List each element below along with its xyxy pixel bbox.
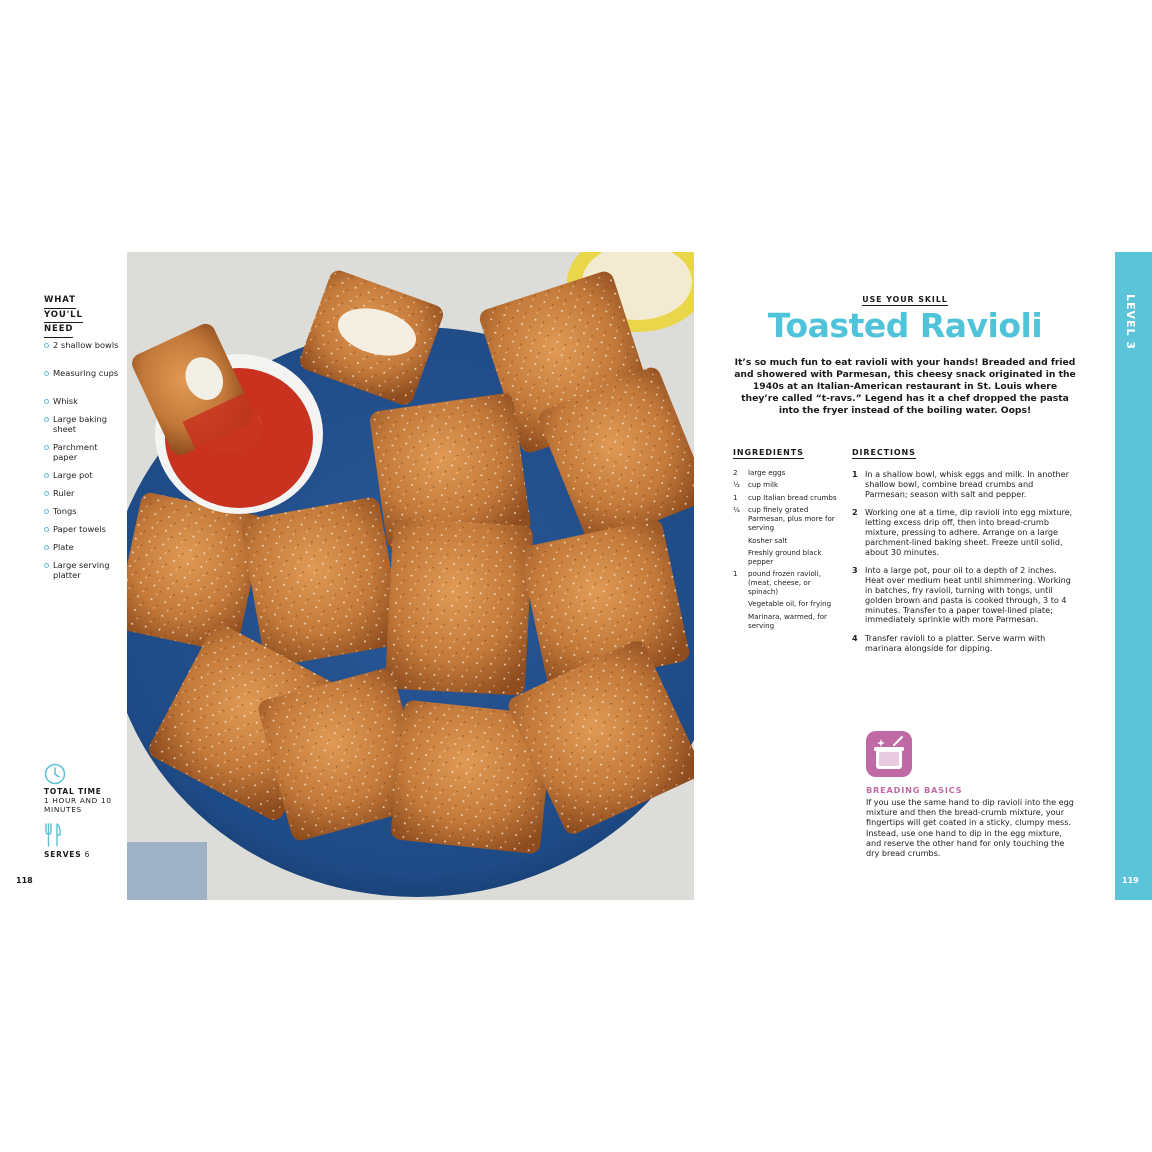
fork-knife-icon bbox=[44, 823, 62, 847]
list-item: Parchment paper bbox=[44, 442, 124, 470]
ingredients-list bbox=[733, 469, 838, 634]
need-heading-line: NEED bbox=[44, 323, 73, 338]
tip-text: If you use the same hand to dip ravioli into the egg mixture and then the bread-crumb mixture, your fingertips will get coated in a sticky, clumpy mess. Instead, use one hand to dip in the egg mixture, and reserve the other hand for only touching the dry bread crumbs. bbox=[866, 797, 1074, 859]
need-heading-line: YOU'LL bbox=[44, 309, 83, 324]
total-time-value: 1 HOUR AND 10 MINUTES bbox=[44, 796, 112, 814]
list-item: 2 shallow bowls bbox=[44, 340, 124, 368]
what-youll-need-heading bbox=[44, 294, 114, 338]
ingredient-item: Marinara, warmed, for serving bbox=[748, 611, 827, 630]
skill-label: USE YOUR SKILL bbox=[862, 295, 948, 304]
list-item: Large serving platter bbox=[44, 560, 124, 588]
direction-step: 4 Transfer ravioli to a platter. Serve warm with marinara alongside for dipping. bbox=[852, 633, 1046, 653]
need-heading-line: WHAT bbox=[44, 294, 76, 309]
recipe-title: Toasted Ravioli bbox=[767, 306, 1043, 345]
bullet-icon bbox=[44, 399, 49, 404]
ingredient-item: ½ cup milk bbox=[733, 480, 779, 490]
directions-heading: DIRECTIONS bbox=[852, 448, 916, 457]
list-item: Paper towels bbox=[44, 524, 124, 542]
serves-info bbox=[44, 850, 90, 859]
bullet-icon bbox=[44, 417, 49, 422]
bullet-icon bbox=[44, 445, 49, 450]
bullet-icon bbox=[44, 491, 49, 496]
total-time-label: TOTAL TIME bbox=[44, 787, 102, 796]
tools-list bbox=[44, 340, 124, 588]
serves-label: SERVES bbox=[44, 850, 82, 859]
bullet-icon bbox=[44, 527, 49, 532]
toasted-ravioli-photo bbox=[127, 252, 694, 900]
ingredient-item: Kosher salt bbox=[748, 535, 788, 545]
bullet-icon bbox=[44, 509, 49, 514]
ingredient-item: Freshly ground black pepper bbox=[748, 548, 822, 566]
direction-step: 2 Working one at a time, dip ravioli into egg mixture, letting excess drip off, then into bread-crumb mixture, pressing to adhere. Arrange on a large parchment-lined baking sheet. Freeze until solid, about 30 minutes. bbox=[852, 507, 1073, 557]
bullet-icon bbox=[44, 343, 49, 348]
list-item: Measuring cups bbox=[44, 368, 124, 396]
clock-icon bbox=[44, 763, 66, 785]
page-number-left: 118 bbox=[16, 876, 33, 885]
direction-step: 3 Into a large pot, pour oil to a depth of 2 inches. Heat over medium heat until shimmering. Working in batches, fry ravioli, turning with tongs, until golden brown and pasta is cooked through, 3 to 4 minutes. Transfer to a paper towel-lined plate; immediately sprinkle with more Parmesan. bbox=[852, 565, 1071, 625]
list-item: Whisk bbox=[44, 396, 124, 414]
list-item: Ruler bbox=[44, 488, 124, 506]
direction-step: 1 In a shallow bowl, whisk eggs and milk. In another shallow bowl, combine bread crumbs and Parmesan; season with salt and pepper. bbox=[852, 469, 1069, 499]
bullet-icon bbox=[44, 563, 49, 568]
list-item: Large pot bbox=[44, 470, 124, 488]
directions-list bbox=[852, 470, 1077, 663]
ingredient-item: ¼ cup finely grated Parmesan, plus more for serving bbox=[733, 505, 835, 533]
bullet-icon bbox=[44, 473, 49, 478]
tip-title: BREADING BASICS bbox=[866, 785, 963, 795]
ingredients-heading: INGREDIENTS bbox=[733, 448, 804, 457]
ingredient-item: 2 large eggs bbox=[733, 468, 786, 477]
list-item: Plate bbox=[44, 542, 124, 560]
ingredient-item: Vegetable oil, for frying bbox=[748, 599, 832, 609]
list-item: Large baking sheet bbox=[44, 414, 124, 442]
pot-icon bbox=[866, 731, 912, 777]
recipe-intro: It’s so much fun to eat ravioli with your hands! Breaded and fried and showered with Parmesan, this cheesy snack originated in the 1940s at an Italian-American restaurant in St. Louis where they’re called “t-ravs.” Legend has it a chef dropped the pasta into the fryer instead of the boiling water. Oops! bbox=[734, 357, 1076, 416]
bullet-icon bbox=[44, 371, 49, 376]
level-label: LEVEL 3 bbox=[1124, 294, 1137, 351]
page-number-right: 119 bbox=[1122, 876, 1139, 885]
ingredient-item: 1 cup Italian bread crumbs bbox=[733, 492, 837, 502]
serves-value: 6 bbox=[84, 850, 91, 859]
list-item: Tongs bbox=[44, 506, 124, 524]
ingredient-item: 1 pound frozen ravioli, (meat, cheese, or spinach) bbox=[733, 569, 821, 596]
bullet-icon bbox=[44, 545, 49, 550]
